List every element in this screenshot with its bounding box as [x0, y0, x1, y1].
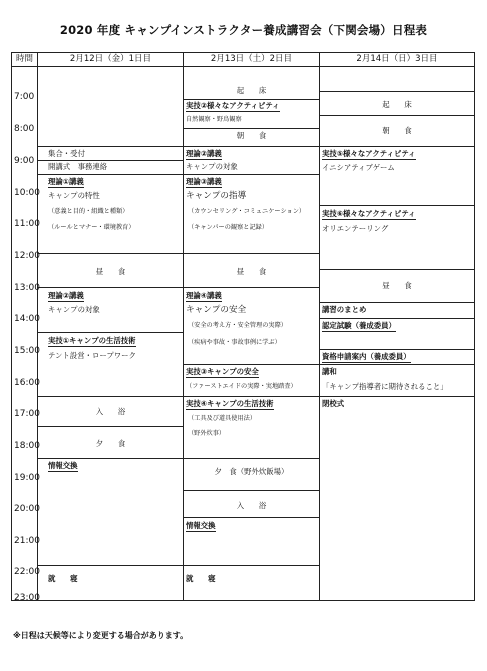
day2-item: 自然観察・野鳥観察 — [186, 116, 242, 123]
day1-item: 理論①講義 — [48, 177, 84, 186]
day2-item: （カウンセリング・コミュニケーション） — [188, 208, 306, 215]
day2-item: 起 床 — [236, 86, 267, 95]
day3-item: 「キャンプ指導者に期待されること」 — [322, 382, 448, 391]
day2-item: （疾病や事故・事故事例に学ぶ） — [188, 339, 281, 346]
day2-item: 入 浴 — [236, 501, 267, 510]
hour-label: 23:00 — [14, 593, 40, 603]
day1-item: 実技①キャンプの生活技術 — [48, 336, 136, 345]
schedule-table — [11, 52, 475, 601]
day2-item: 理論④講義 — [186, 291, 222, 300]
hour-label: 21:00 — [14, 536, 40, 546]
day1-item: 就 寝 — [48, 574, 78, 583]
day2-item: （ファーストエイドの実際・実地踏査） — [186, 383, 297, 390]
day2-item: キャンプの指導 — [186, 191, 247, 201]
hour-label: 12:00 — [14, 251, 40, 261]
day3-item: オリエンテーリング — [322, 224, 389, 233]
hour-label: 15:00 — [14, 346, 40, 356]
day2-item: （安全の考え方・安全管理の実際） — [188, 322, 287, 329]
day3-item: 朝 食 — [382, 126, 412, 135]
day3-item: 資格申請案内（養成委員） — [322, 352, 411, 361]
day2-item: キャンプの対象 — [186, 162, 238, 171]
footnote: ※日程は天候等により変更する場合があります。 — [13, 631, 189, 640]
day2-item: 昼 食 — [236, 267, 267, 276]
hour-label: 16:00 — [14, 378, 40, 388]
day2-item: 実技②様々なアクティビティ — [186, 101, 280, 110]
day3-item: 実技⑥様々なアクティビティ — [322, 209, 416, 218]
day3-item: 実技⑤様々なアクティビティ — [322, 149, 416, 158]
hour-label: 11:00 — [14, 219, 40, 229]
hour-label: 14:00 — [14, 314, 40, 324]
day2-item: 朝 食 — [236, 131, 267, 140]
hour-label: 9:00 — [14, 156, 35, 166]
hour-label: 8:00 — [14, 124, 35, 134]
hour-label: 19:00 — [14, 473, 40, 483]
day1-item: （ルールとマナー・環境教育） — [48, 224, 135, 231]
day2-item: （野外炊事） — [188, 430, 226, 437]
day1-item: 昼 食 — [95, 267, 126, 276]
day1-item: 入 浴 — [95, 407, 126, 416]
page-title: 2020 年度 キャンプインストラクター養成講習会（下関会場）日程表 — [59, 23, 428, 37]
day3-item: 閉校式 — [322, 399, 345, 408]
day3-item: 起 床 — [382, 100, 412, 109]
day1-item: 集合・受付 — [48, 149, 85, 158]
day1-item: 開講式 事務連絡 — [48, 162, 108, 171]
day2-item: キャンプの安全 — [186, 305, 247, 315]
hour-label: 20:00 — [14, 504, 40, 514]
day2-item: （工具及び道具使用法） — [188, 415, 257, 422]
day1-item: （意義と目的・組織と種類） — [48, 208, 129, 215]
day3-item: 講習のまとめ — [322, 305, 367, 314]
header-day3: 2月14日（日）3日目 — [356, 54, 438, 64]
header-rule — [12, 66, 474, 67]
day3-item: 昼 食 — [382, 281, 412, 290]
day2-item: 情報交換 — [186, 521, 216, 530]
header-time: 時間 — [15, 54, 33, 64]
header-day1: 2月12日（金）1日目 — [69, 54, 152, 64]
day2-item: 実技④キャンプの生活技術 — [186, 399, 274, 408]
day1-item: テント設営・ロープワーク — [48, 351, 136, 360]
day2-item: 理論②講義 — [186, 149, 222, 158]
day2-item: 夕 食（野外炊飯場） — [214, 467, 289, 476]
col-divider — [37, 53, 38, 600]
hour-label: 18:00 — [14, 441, 40, 451]
hour-label: 7:00 — [14, 92, 35, 102]
day3-item: 認定試験（養成委員） — [322, 321, 396, 330]
day1-item: 理論②講義 — [48, 291, 84, 300]
day1-item: キャンプの特性 — [48, 191, 100, 200]
day1-item: 夕 食 — [95, 439, 126, 448]
day2-item: 就 寝 — [186, 574, 216, 583]
day3-item: イニシアティブゲーム — [322, 163, 395, 172]
day2-item: 理論③講義 — [186, 177, 222, 186]
hour-label: 22:00 — [14, 567, 40, 577]
header-day2: 2月13日（土）2日目 — [210, 54, 293, 64]
day3-item: 講和 — [322, 367, 337, 376]
day1-item: キャンプの対象 — [48, 305, 100, 314]
hour-label: 17:00 — [14, 409, 40, 419]
day2-item: 実技③キャンプの安全 — [186, 367, 259, 376]
day2-item: （キャンパーの観察と記録） — [188, 224, 269, 231]
day1-item: 情報交換 — [48, 461, 78, 470]
hour-label: 10:00 — [14, 188, 40, 198]
hour-label: 13:00 — [14, 283, 40, 293]
